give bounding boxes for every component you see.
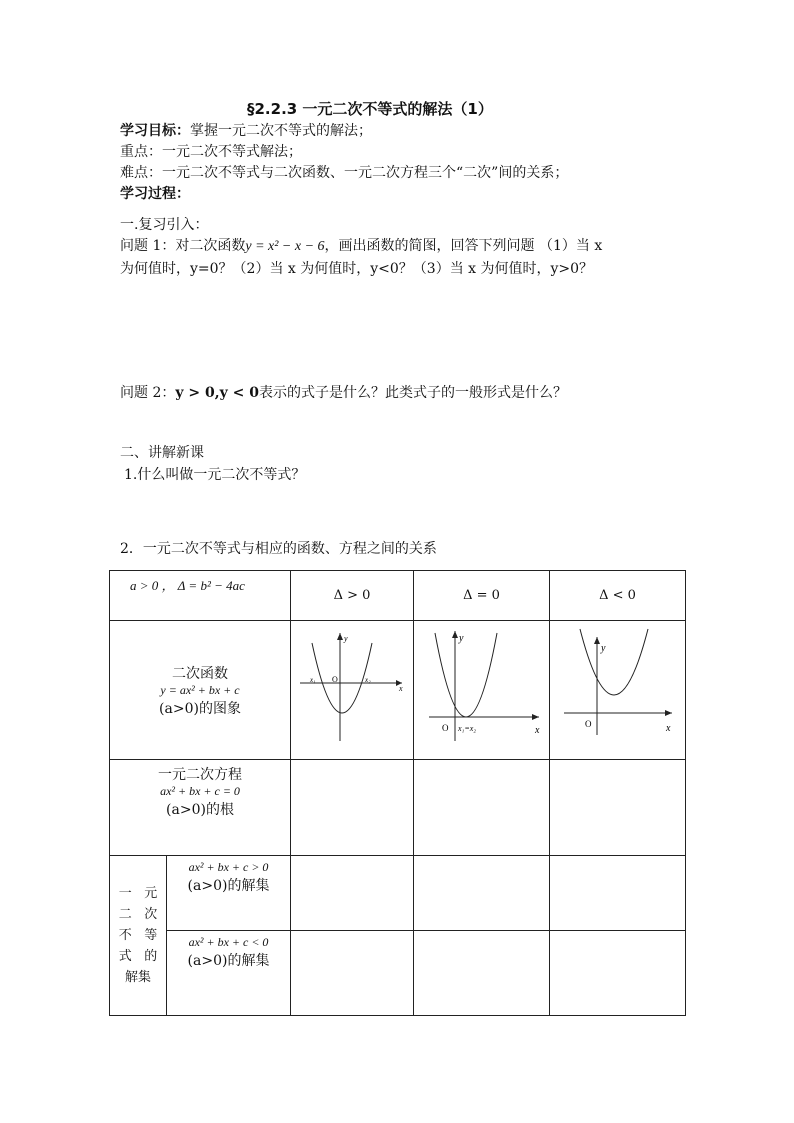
parabola-two-roots-graph [292, 623, 412, 753]
parabola-curve [435, 633, 497, 717]
parabola-no-root-graph [558, 623, 678, 753]
q1-prefix: 问题 1：对二次函数 [120, 238, 246, 254]
side-char: 的 [144, 949, 158, 964]
graph-cell-1 [291, 621, 414, 760]
row1-l2: y = ax² + bx + c [160, 682, 240, 697]
y-axis-arrow [337, 633, 343, 640]
x-label: x [534, 725, 539, 736]
header-delta-negative [550, 571, 686, 621]
item-1: 1.什么叫做一元二次不等式？ [124, 467, 306, 483]
row3b-l1: ax² + bx + c < 0 [188, 935, 269, 949]
x1-equals-x2-label: x₁=x₂ [457, 724, 476, 733]
difficulty: 难点：一元二次不等式与二次函数、一元二次方程三个“二次”间的关系； [120, 165, 569, 181]
row-gt-label [167, 856, 291, 931]
goal-text: 掌握一元二次不等式的解法； [190, 123, 372, 139]
col1-label: Δ > 0 [333, 588, 371, 603]
side-char: 元 [144, 886, 158, 901]
header-delta-zero [414, 571, 550, 621]
row-equation-label [110, 760, 291, 856]
y-axis-arrow [594, 637, 600, 644]
lt-solution-cell-3 [550, 931, 686, 1016]
row1-l1: 二次函数 [172, 665, 228, 682]
y-label: y [458, 633, 463, 644]
section-review: 一.复习引入： [120, 217, 209, 233]
x-axis-arrow [665, 710, 672, 716]
side-line-2 [110, 904, 166, 925]
gt-solution-cell-1 [291, 856, 414, 931]
row3a-l1: ax² + bx + c > 0 [188, 860, 269, 874]
q2-suffix: 表示的式子是什么？此类式子的一般形式是什么？ [258, 385, 567, 401]
relation-table [109, 570, 686, 1016]
row-inequality-side-label [110, 856, 167, 1016]
side-line-1 [110, 883, 166, 904]
origin-label: O [441, 723, 449, 733]
section-new-lesson: 二、讲解新课 [120, 445, 204, 461]
side-char: 等 [144, 928, 158, 943]
gt-solution-cell-2 [414, 856, 550, 931]
origin-label: O [584, 719, 592, 729]
x2-label: x₂ [365, 676, 371, 684]
side-char: 一 [118, 886, 132, 901]
side-char: 解集 [124, 970, 151, 985]
q1-suffix: ，画出函数的简图，回答下列问题 （1）当 x [324, 238, 603, 254]
y-axis-arrow [452, 631, 458, 638]
parabola-curve [312, 643, 372, 713]
q2-formula: y > 0,y < 0 [175, 385, 259, 401]
y-label: y [600, 643, 605, 654]
side-char: 二 [118, 907, 132, 922]
goal-label: 学习目标： [120, 123, 190, 139]
header-delta-positive [291, 571, 414, 621]
x-axis-arrow [532, 714, 539, 720]
roots-cell-1 [291, 760, 414, 856]
row3a-l2: (a>0)的解集 [187, 878, 270, 894]
row2-l3: (a>0)的根 [166, 802, 234, 818]
side-char: 不 [118, 928, 132, 943]
row-lt-label [167, 931, 291, 1016]
lt-solution-cell-2 [414, 931, 550, 1016]
side-char: 次 [144, 907, 158, 922]
question-1 [120, 237, 602, 256]
lt-solution-cell-1 [291, 931, 414, 1016]
origin-label: O [332, 675, 338, 684]
q2-prefix: 问题 2： [120, 385, 176, 401]
col2-label: Δ = 0 [463, 588, 500, 603]
graph-cell-2 [414, 621, 550, 760]
row2-l2: ax² + bx + c = 0 [160, 784, 240, 798]
corner-text: a > 0 ， Δ = b² − 4ac [130, 578, 245, 593]
q1-formula: y = x² − x − 6 [245, 239, 325, 254]
y-label: y [344, 634, 348, 643]
col3-label: Δ < 0 [599, 588, 636, 603]
process-label: 学习过程： [120, 186, 190, 202]
side-line-5 [110, 967, 166, 988]
row2-l1: 一元二次方程 [158, 767, 242, 783]
row-function-label [110, 621, 291, 760]
table-corner [110, 571, 291, 621]
question-1-line2: 为何值时，y=0？（2）当 x 为何值时，y<0？（3）当 x 为何值时，y>0？ [120, 261, 594, 277]
parabola-curve [580, 629, 648, 695]
x1-label: x₁ [310, 676, 316, 684]
learning-goal [120, 122, 372, 141]
page-title: §2.2.3 一元二次不等式的解法（1） [247, 100, 493, 118]
row3b-l2: (a>0)的解集 [187, 953, 270, 969]
x-label: x [665, 723, 670, 734]
item-2: 2．一元二次不等式与相应的函数、方程之间的关系 [120, 541, 437, 557]
roots-cell-3 [550, 760, 686, 856]
side-line-3 [110, 925, 166, 946]
side-line-4 [110, 946, 166, 967]
x-label: x [399, 684, 403, 693]
question-2 [120, 384, 567, 403]
parabola-one-root-graph [421, 623, 543, 753]
roots-cell-2 [414, 760, 550, 856]
key-point: 重点：一元二次不等式解法； [120, 144, 302, 160]
graph-cell-3 [550, 621, 686, 760]
row1-l3: (a>0)的图象 [159, 700, 241, 717]
side-char: 式 [118, 949, 132, 964]
gt-solution-cell-3 [550, 856, 686, 931]
